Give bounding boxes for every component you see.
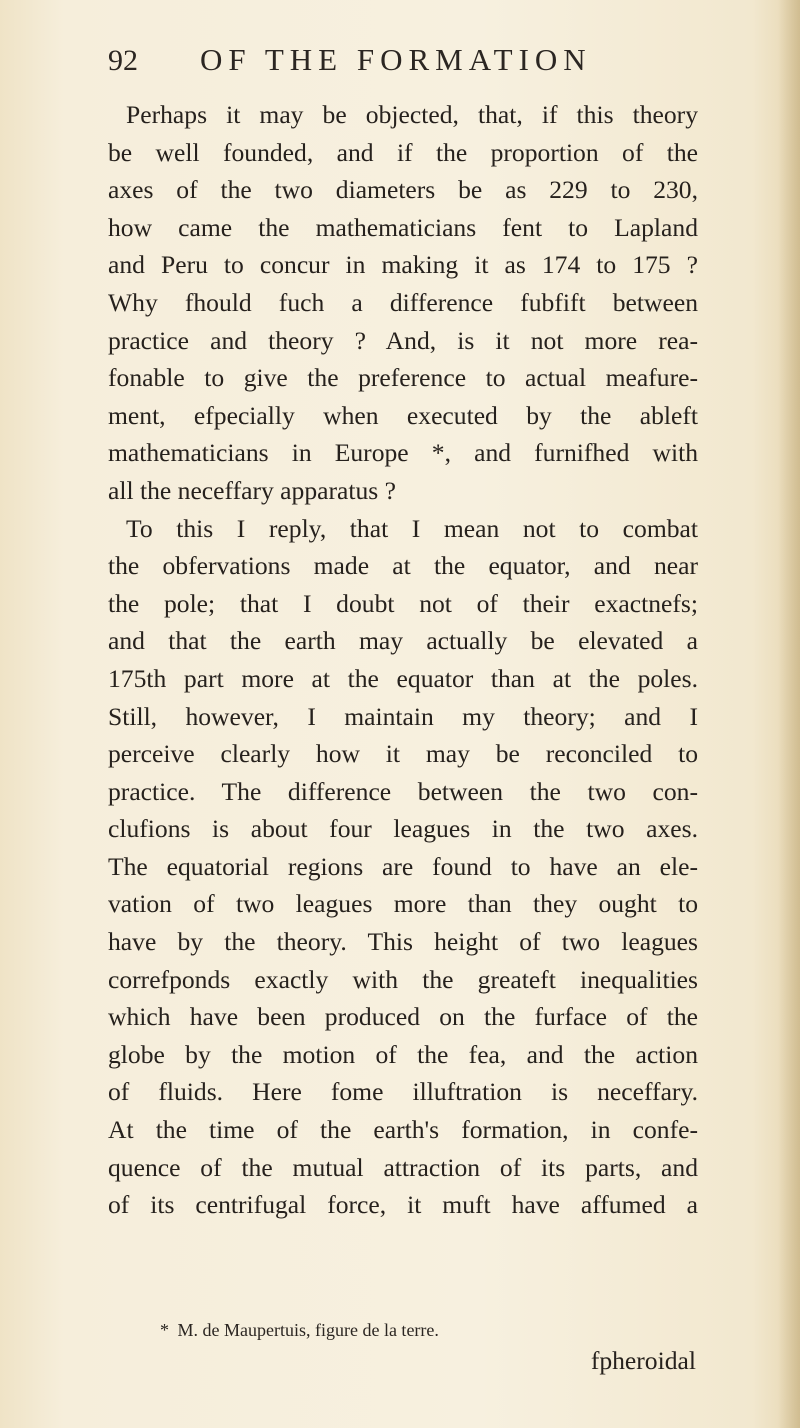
text-line: which have been produced on the furface of the: [108, 1002, 698, 1032]
text-line: the pole; that I doubt not of their exactnefs;: [108, 588, 698, 618]
text-line: how came the mathematicians fent to Lapland: [108, 212, 698, 242]
text-line: The equatorial regions are found to have an ele-: [108, 851, 698, 881]
page-header: [108, 40, 688, 90]
footnote-text: M. de Maupertuis, figure de la terre.: [177, 1320, 439, 1340]
page-number: 92: [108, 44, 138, 77]
footnote-marker: *: [160, 1320, 169, 1340]
text-line: Perhaps it may be objected, that, if this theory: [126, 100, 698, 129]
text-line: and Peru to concur in making it as 174 to 175 ?: [108, 250, 698, 280]
text-line: quence of the mutual attraction of its parts, and: [108, 1152, 698, 1182]
text-line: fonable to give the preference to actual meafure-: [108, 363, 698, 393]
text-line: perceive clearly how it may be reconciled to: [108, 739, 698, 769]
text-line: mathematicians in Europe *, and furnifhed with: [108, 438, 698, 468]
text-line: vation of two leagues more than they ought to: [108, 889, 698, 919]
text-line: of fluids. Here fome illuftration is neceffary.: [108, 1077, 698, 1107]
text-line: practice. The difference between the two con-: [108, 776, 698, 806]
text-line: Why fhould fuch a difference fubfift between: [108, 287, 698, 317]
text-line: To this I reply, that I mean not to combat: [126, 513, 698, 543]
page-edge-shadow: [778, 0, 800, 1428]
catchword: fpheroidal: [590, 1346, 696, 1375]
text-line: have by the theory. This height of two leagues: [108, 927, 698, 957]
body-text: [108, 96, 698, 1224]
text-line: the obfervations made at the equator, and near: [108, 551, 698, 581]
text-line: globe by the motion of the fea, and the action: [108, 1039, 698, 1069]
text-line: of its centrifugal force, it muft have affumed a: [108, 1190, 698, 1220]
text-line: correfponds exactly with the greateft inequalities: [108, 964, 698, 994]
text-line: practice and theory ? And, is it not more rea-: [108, 325, 698, 355]
footnote: [108, 1320, 698, 1341]
text-line: Still, however, I maintain my theory; and I: [108, 701, 698, 731]
text-line: and that the earth may actually be elevated a: [108, 626, 698, 656]
text-line: all the neceffary apparatus ?: [108, 475, 397, 505]
text-line: axes of the two diameters be as 229 to 230,: [108, 175, 698, 205]
text-line: clufions is about four leagues in the two axes.: [108, 814, 698, 844]
text-line: 175th part more at the equator than at the poles.: [108, 663, 698, 693]
text-line: be well founded, and if the proportion of the: [108, 137, 698, 167]
text-line: At the time of the earth's formation, in confe-: [108, 1115, 698, 1145]
text-line: ment, efpecially when executed by the ableft: [108, 400, 698, 430]
running-head: OF THE FORMATION: [200, 42, 592, 77]
